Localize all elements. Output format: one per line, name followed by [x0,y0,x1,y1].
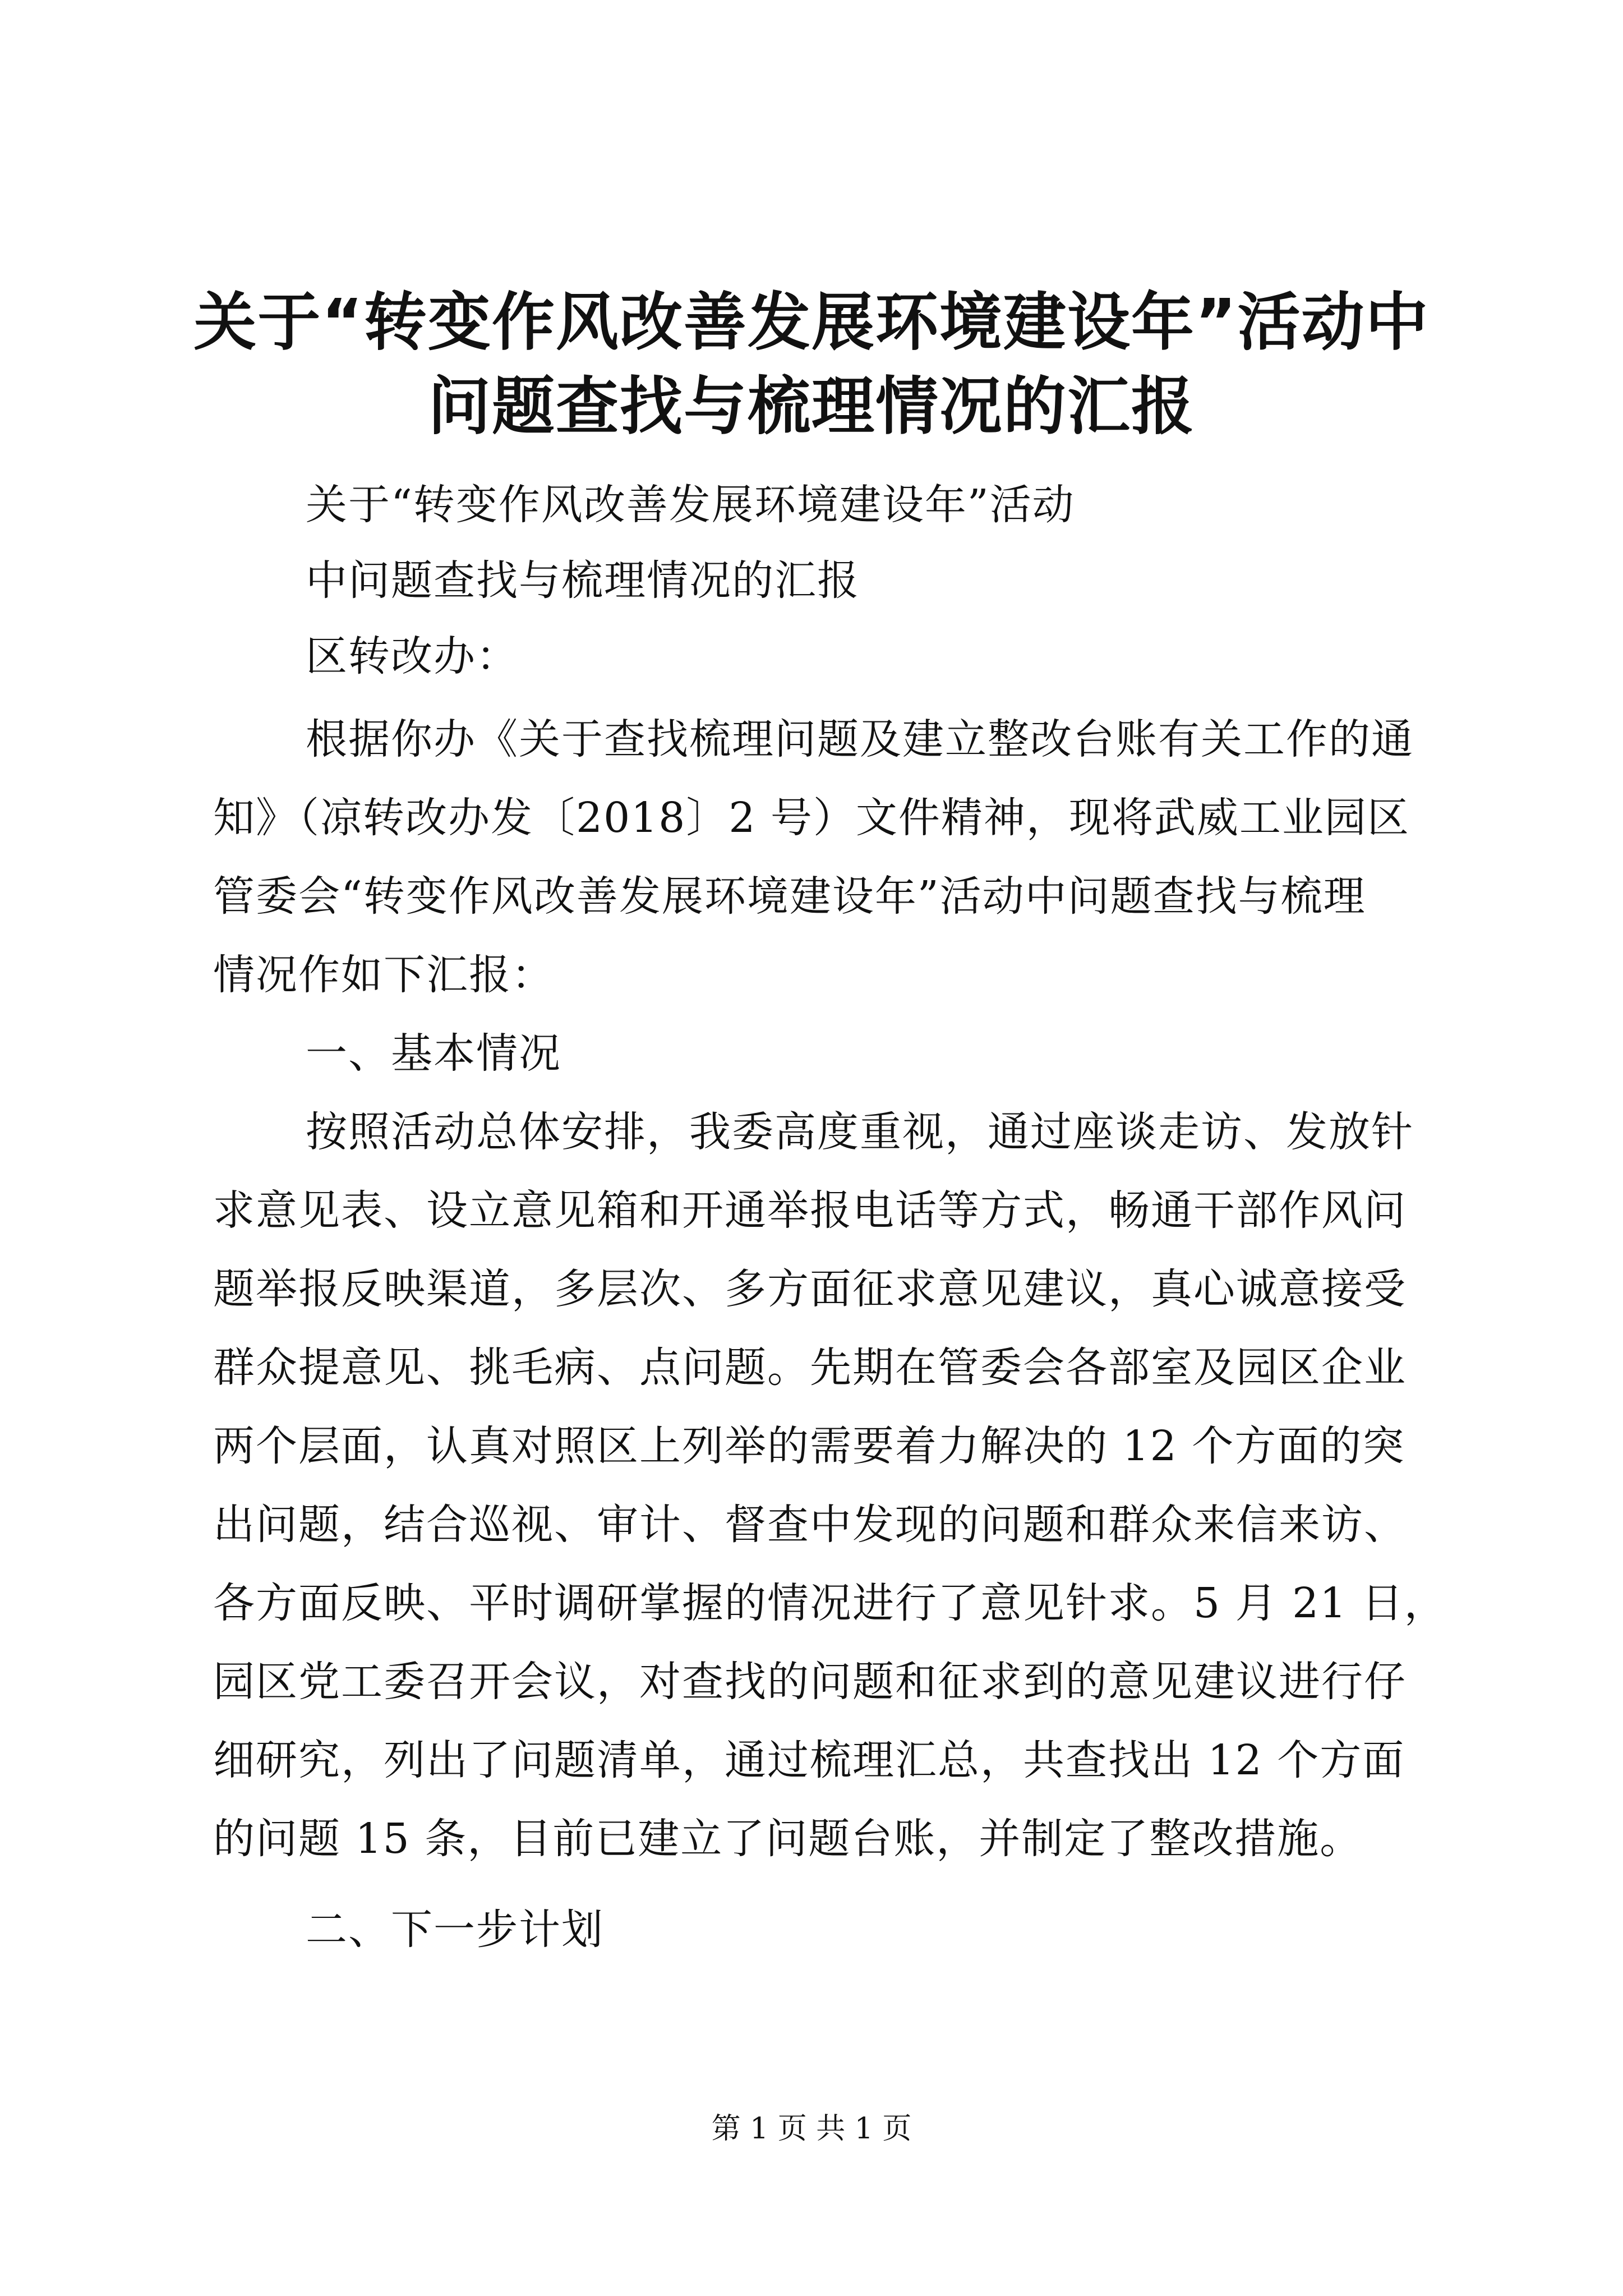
document-title-line-1: 关于“转变作风改善发展环境建设年”活动中 [193,286,1430,359]
document-title-line-2: 问题查找与梳理情况的汇报 [428,370,1195,443]
paragraph-2-line-1: 按照活动总体安排，我委高度重视，通过座谈走访、发放针 [306,1108,1414,1156]
paragraph-2-line-8: 园区党工委召开会议，对查找的问题和征求到的意见建议进行仔 [213,1658,1407,1706]
paragraph-2-line-9: 细研究，列出了问题清单，通过梳理汇总，共查找出 12 个方面 [213,1736,1405,1784]
addressee: 区转改办： [306,632,519,680]
section-heading-2: 二、下一步计划 [306,1906,604,1954]
paragraph-1-line-1: 根据你办《关于查找梳理问题及建立整改台账有关工作的通 [306,715,1414,763]
paragraph-2-line-2: 求意见表、设立意见箱和开通举报电话等方式，畅通干部作风问 [213,1186,1407,1235]
page-number-footer: 第 1 页 共 1 页 [711,2112,912,2146]
section-heading-1: 一、基本情况 [306,1029,561,1078]
paragraph-2-line-7: 各方面反映、平时调研掌握的情况进行了意见针求。5 月 21 日， [213,1579,1447,1627]
paragraph-1-line-3: 管委会“转变作风改善发展环境建设年”活动中问题查找与梳理 [213,872,1366,921]
paragraph-2-line-5: 两个层面，认真对照区上列举的需要着力解决的 12 个方面的突 [213,1422,1405,1470]
paragraph-2-line-4: 群众提意见、挑毛病、点问题。先期在管委会各部室及园区企业 [213,1343,1407,1392]
paragraph-2-line-3: 题举报反映渠道，多层次、多方面征求意见建议，真心诚意接受 [213,1265,1407,1313]
paragraph-1-line-4: 情况作如下汇报： [213,951,554,999]
paragraph-1-line-2: 知》（凉转改办发〔2018〕2 号）文件精神，现将武威工业园区 [213,794,1410,842]
subtitle-line-2: 中问题查找与梳理情况的汇报 [306,556,860,605]
subtitle-line-1: 关于“转变作风改善发展环境建设年”活动 [306,481,1075,529]
paragraph-2-line-10: 的问题 15 条，目前已建立了问题台账，并制定了整改措施。 [213,1815,1363,1863]
paragraph-2-line-6: 出问题，结合巡视、审计、督查中发现的问题和群众来信来访、 [213,1501,1407,1549]
